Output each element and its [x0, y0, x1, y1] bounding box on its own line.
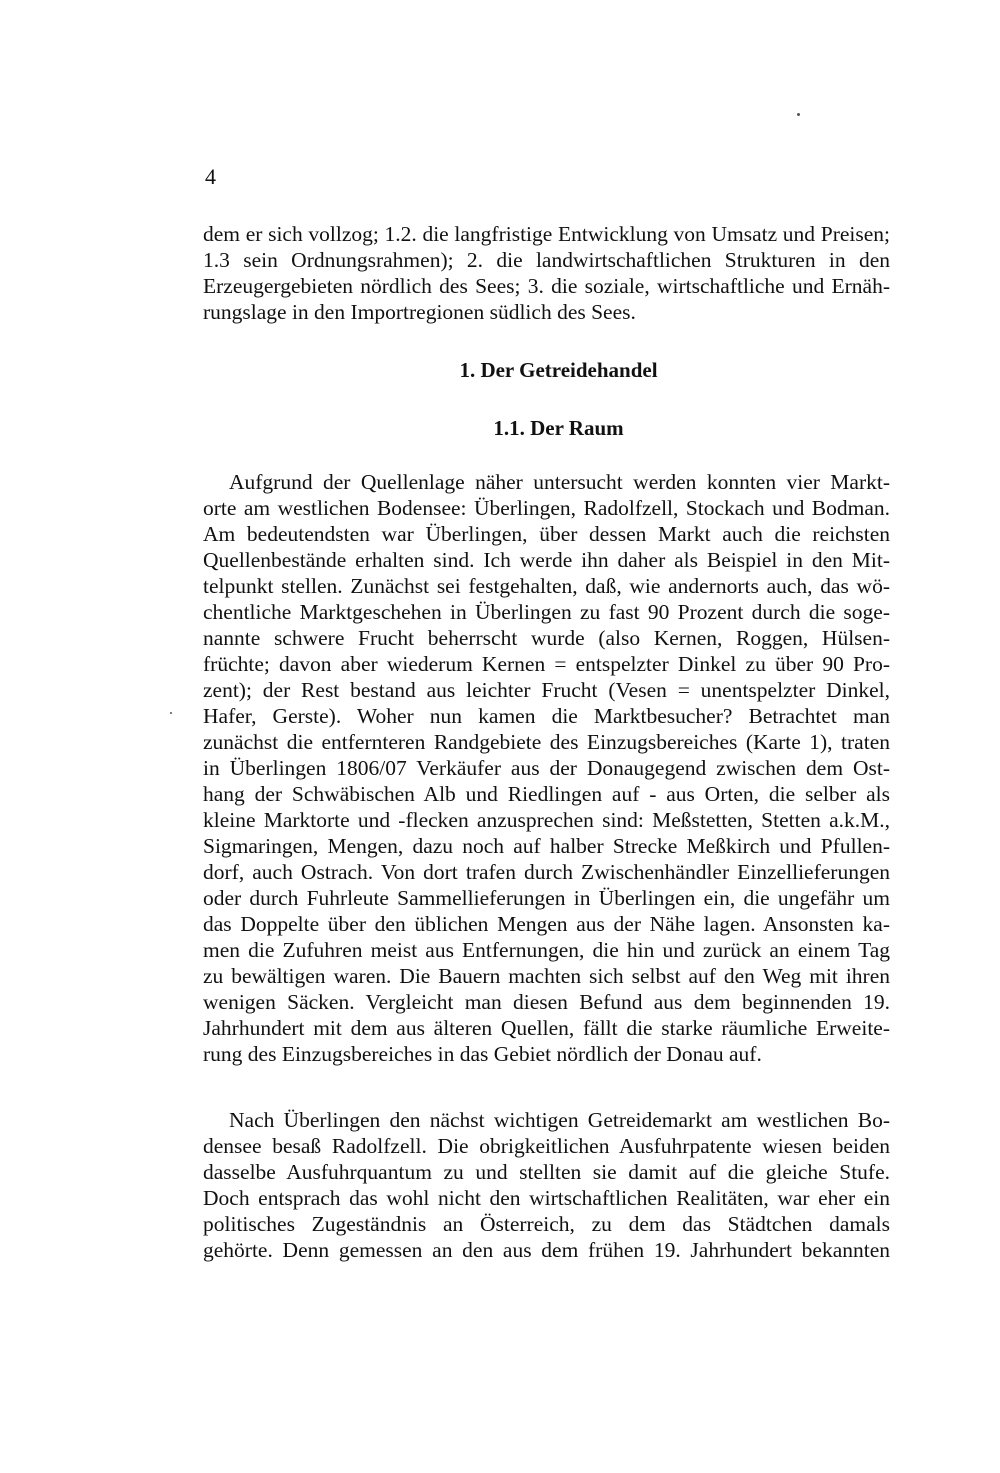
text-line: zu bewältigen waren. Die Bauern machten sich selbst auf den Weg mit ihren	[203, 964, 890, 988]
scan-speck	[797, 113, 800, 116]
text-line: Hafer, Gerste). Woher nun kamen die Marktbesucher? Betrachtet man	[203, 704, 890, 728]
text-line: Doch entsprach das wohl nicht den wirtschaftlichen Realitäten, war eher ein	[203, 1186, 890, 1210]
text-line: telpunkt stellen. Zunächst sei festgehalten, daß, wie andernorts auch, das wö-	[203, 574, 890, 598]
text-line: rung des Einzugsbereiches in das Gebiet nördlich der Donau auf.	[203, 1042, 762, 1066]
text-line: Nach Überlingen den nächst wichtigen Getreidemarkt am westlichen Bo-	[229, 1108, 890, 1132]
text-line: zent); der Rest bestand aus leichter Frucht (Vesen = unentspelzter Dinkel,	[203, 678, 890, 702]
text-line: Jahrhundert mit dem aus älteren Quellen, fällt die starke räumliche Erweite-	[203, 1016, 890, 1040]
text-line: zunächst die entfernteren Randgebiete des Einzugsbereiches (Karte 1), traten	[203, 730, 890, 754]
text-line: men die Zufuhren meist aus Entfernungen, die hin und zurück an einem Tag	[203, 938, 890, 962]
text-line: dorf, auch Ostrach. Von dort trafen durch Zwischenhändler Einzellieferungen	[203, 860, 890, 884]
text-line: kleine Marktorte und -flecken anzusprechen sind: Meßstetten, Stetten a.k.M.,	[203, 808, 890, 832]
text-line: chentliche Marktgeschehen in Überlingen zu fast 90 Prozent durch die soge-	[203, 600, 890, 624]
text-line: orte am westlichen Bodensee: Überlingen, Radolfzell, Stockach und Bodman.	[203, 496, 890, 520]
text-line: Am bedeutendsten war Überlingen, über dessen Markt auch die reichsten	[203, 522, 890, 546]
text-line: in Überlingen 1806/07 Verkäufer aus der Donaugegend zwischen dem Ost-	[203, 756, 890, 780]
intro-paragraph	[203, 221, 890, 325]
text-line: hang der Schwäbischen Alb und Riedlingen auf - aus Orten, die selber als	[203, 782, 890, 806]
page-number: 4	[205, 164, 216, 189]
text-line: Quellenbestände erhalten sind. Ich werde ihn daher als Beispiel in den Mit-	[203, 548, 890, 572]
text-line: wenigen Säcken. Vergleicht man diesen Befund aus dem beginnenden 19.	[203, 990, 890, 1014]
scan-speck	[170, 712, 172, 714]
text-line: Aufgrund der Quellenlage näher untersucht werden konnten vier Markt-	[229, 470, 890, 494]
text-line: nannte schwere Frucht beherrscht wurde (also Kernen, Roggen, Hülsen-	[203, 626, 890, 650]
chapter-heading: 1. Der Getreidehandel	[459, 358, 658, 382]
text-line: densee besaß Radolfzell. Die obrigkeitlichen Ausfuhrpatente wiesen beiden	[203, 1134, 890, 1158]
text-line: früchte; davon aber wiederum Kernen = entspelzter Dinkel zu über 90 Pro-	[203, 652, 890, 676]
body-paragraph-1	[203, 469, 890, 1067]
text-line: das Doppelte über den üblichen Mengen aus der Nähe lagen. Ansonsten ka-	[203, 912, 890, 936]
text-line: politisches Zugeständnis an Österreich, zu dem das Städtchen damals	[203, 1212, 890, 1236]
text-line: 1.3 sein Ordnungsrahmen); 2. die landwirtschaftlichen Strukturen in den	[203, 248, 890, 272]
text-line: Erzeugergebieten nördlich des Sees; 3. die soziale, wirtschaftliche und Ernäh-	[203, 274, 890, 298]
text-line: Sigmaringen, Mengen, dazu noch auf halber Strecke Meßkirch und Pfullen-	[203, 834, 890, 858]
text-line: gehörte. Denn gemessen an den aus dem frühen 19. Jahrhundert bekannten	[203, 1238, 890, 1262]
text-line: dasselbe Ausfuhrquantum zu und stellten sie damit auf die gleiche Stufe.	[203, 1160, 890, 1184]
body-paragraph-2	[203, 1107, 890, 1263]
text-line: dem er sich vollzog; 1.2. die langfristige Entwicklung von Umsatz und Preisen;	[203, 222, 890, 246]
text-line: rungslage in den Importregionen südlich des Sees.	[203, 300, 636, 324]
section-heading: 1.1. Der Raum	[493, 416, 624, 440]
text-line: oder durch Fuhrleute Sammellieferungen in Überlingen ein, die ungefähr um	[203, 886, 890, 910]
